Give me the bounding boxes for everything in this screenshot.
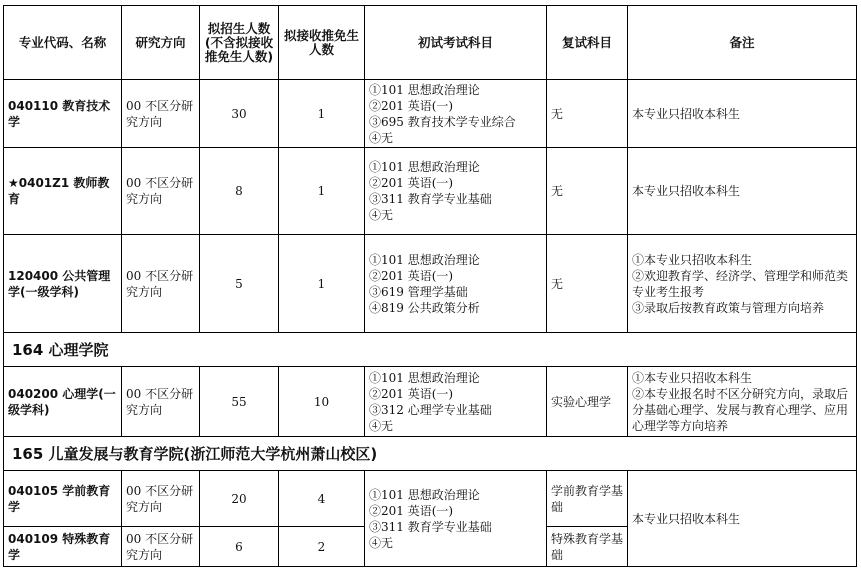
retest-cell: 学前教育学基础 <box>547 471 628 527</box>
note-line: ②欢迎教育学、经济学、管理学和师范类专业考生报考 <box>632 268 849 299</box>
exam-subject: ①101 思想政治理论 <box>369 160 480 174</box>
direction-cell: 00 不区分研究方向 <box>122 235 200 333</box>
major-cell: 040105 学前教育学 <box>4 471 122 527</box>
note-line: ①本专业只招收本科生 <box>632 370 753 385</box>
exam-cell <box>365 80 547 148</box>
exam-subject: ①101 思想政治理论 <box>369 82 480 97</box>
direction-cell: 00 不区分研究方向 <box>122 471 200 527</box>
note-line: ②本专业报名时不区分研究方向，录取后分基础心理学、发展与教育心理学、应用心理学等方向培养 <box>632 386 849 433</box>
college-title: 165 儿童发展与教育学院(浙江师范大学杭州萧山校区) <box>4 437 857 471</box>
major-cell: 120400 公共管理学(一级学科) <box>4 235 122 333</box>
major-cell: 040200 心理学(一级学科) <box>4 367 122 437</box>
major-cell: 040110 教育技术学 <box>4 80 122 148</box>
notes-cell <box>628 148 857 235</box>
exam-subject: ①101 思想政治理论 <box>369 487 480 502</box>
direction-cell: 00 不区分研究方向 <box>122 527 200 567</box>
college-title: 164 心理学院 <box>4 333 857 367</box>
header-direction: 研究方向 <box>122 6 200 80</box>
notes-cell <box>628 235 857 333</box>
exam-subject: ①101 思想政治理论 <box>369 252 480 267</box>
direction-cell: 00 不区分研究方向 <box>122 148 200 235</box>
table-row <box>4 235 857 333</box>
exempt-cell: 2 <box>279 527 365 567</box>
note-line: 本专业只招收本科生 <box>632 184 741 198</box>
exam-cell <box>365 471 547 567</box>
header-major: 专业代码、名称 <box>4 6 122 80</box>
header-retest: 复试科目 <box>547 6 628 80</box>
retest-cell: 无 <box>547 235 628 333</box>
plan-cell: 30 <box>200 80 279 148</box>
exam-subject: ①101 思想政治理论 <box>369 370 480 385</box>
header-notes: 备注 <box>628 6 857 80</box>
admissions-table <box>3 5 857 567</box>
header-plan: 拟招生人数(不含拟接收推免生人数) <box>200 6 279 80</box>
exam-subject: ②201 英语(一) <box>369 386 454 401</box>
exam-subject: ③695 教育技术学专业综合 <box>369 114 516 129</box>
exam-subject: ②201 英语(一) <box>369 503 454 518</box>
college-row <box>4 437 857 471</box>
table-row <box>4 367 857 437</box>
major-cell: 040109 特殊教育学 <box>4 527 122 567</box>
retest-cell: 无 <box>547 148 628 235</box>
exam-subject: ③619 管理学基础 <box>369 284 468 299</box>
exam-subject: ④无 <box>369 418 394 433</box>
exam-cell <box>365 148 547 235</box>
header-exempt: 拟接收推免生人数 <box>279 6 365 80</box>
exam-subject: ④819 公共政策分析 <box>369 300 480 315</box>
exempt-cell: 1 <box>279 148 365 235</box>
direction-cell: 00 不区分研究方向 <box>122 80 200 148</box>
retest-cell: 特殊教育学基础 <box>547 527 628 567</box>
exam-subject: ③311 教育学专业基础 <box>369 519 492 534</box>
table-row <box>4 148 857 235</box>
note-line: ③录取后按教育政策与管理方向培养 <box>632 300 825 315</box>
exam-subject: ③311 教育学专业基础 <box>369 192 492 206</box>
college-row <box>4 333 857 367</box>
retest-cell: 无 <box>547 80 628 148</box>
plan-cell: 55 <box>200 367 279 437</box>
retest-cell: 实验心理学 <box>547 367 628 437</box>
exam-cell <box>365 367 547 437</box>
exam-subject: ③312 心理学专业基础 <box>369 402 492 417</box>
notes-cell <box>628 80 857 148</box>
exam-cell <box>365 235 547 333</box>
direction-cell: 00 不区分研究方向 <box>122 367 200 437</box>
plan-cell: 8 <box>200 148 279 235</box>
exempt-cell: 1 <box>279 80 365 148</box>
plan-cell: 6 <box>200 527 279 567</box>
notes-cell <box>628 367 857 437</box>
note-line: ①本专业只招收本科生 <box>632 252 753 267</box>
table-row <box>4 80 857 148</box>
exam-subject: ④无 <box>369 208 394 222</box>
exam-subject: ②201 英语(一) <box>369 98 454 113</box>
exempt-cell: 1 <box>279 235 365 333</box>
exam-subject: ②201 英语(一) <box>369 176 454 190</box>
notes-cell: 本专业只招收本科生 <box>628 471 857 567</box>
exempt-cell: 10 <box>279 367 365 437</box>
exempt-cell: 4 <box>279 471 365 527</box>
exam-subject: ④无 <box>369 130 394 145</box>
exam-subject: ②201 英语(一) <box>369 268 454 283</box>
header-initial-exam: 初试考试科目 <box>365 6 547 80</box>
table-row <box>4 471 857 527</box>
header-row <box>4 6 857 80</box>
plan-cell: 5 <box>200 235 279 333</box>
exam-subject: ④无 <box>369 535 394 550</box>
note-line: 本专业只招收本科生 <box>632 106 741 121</box>
major-cell: ★0401Z1 教师教育 <box>4 148 122 235</box>
plan-cell: 20 <box>200 471 279 527</box>
